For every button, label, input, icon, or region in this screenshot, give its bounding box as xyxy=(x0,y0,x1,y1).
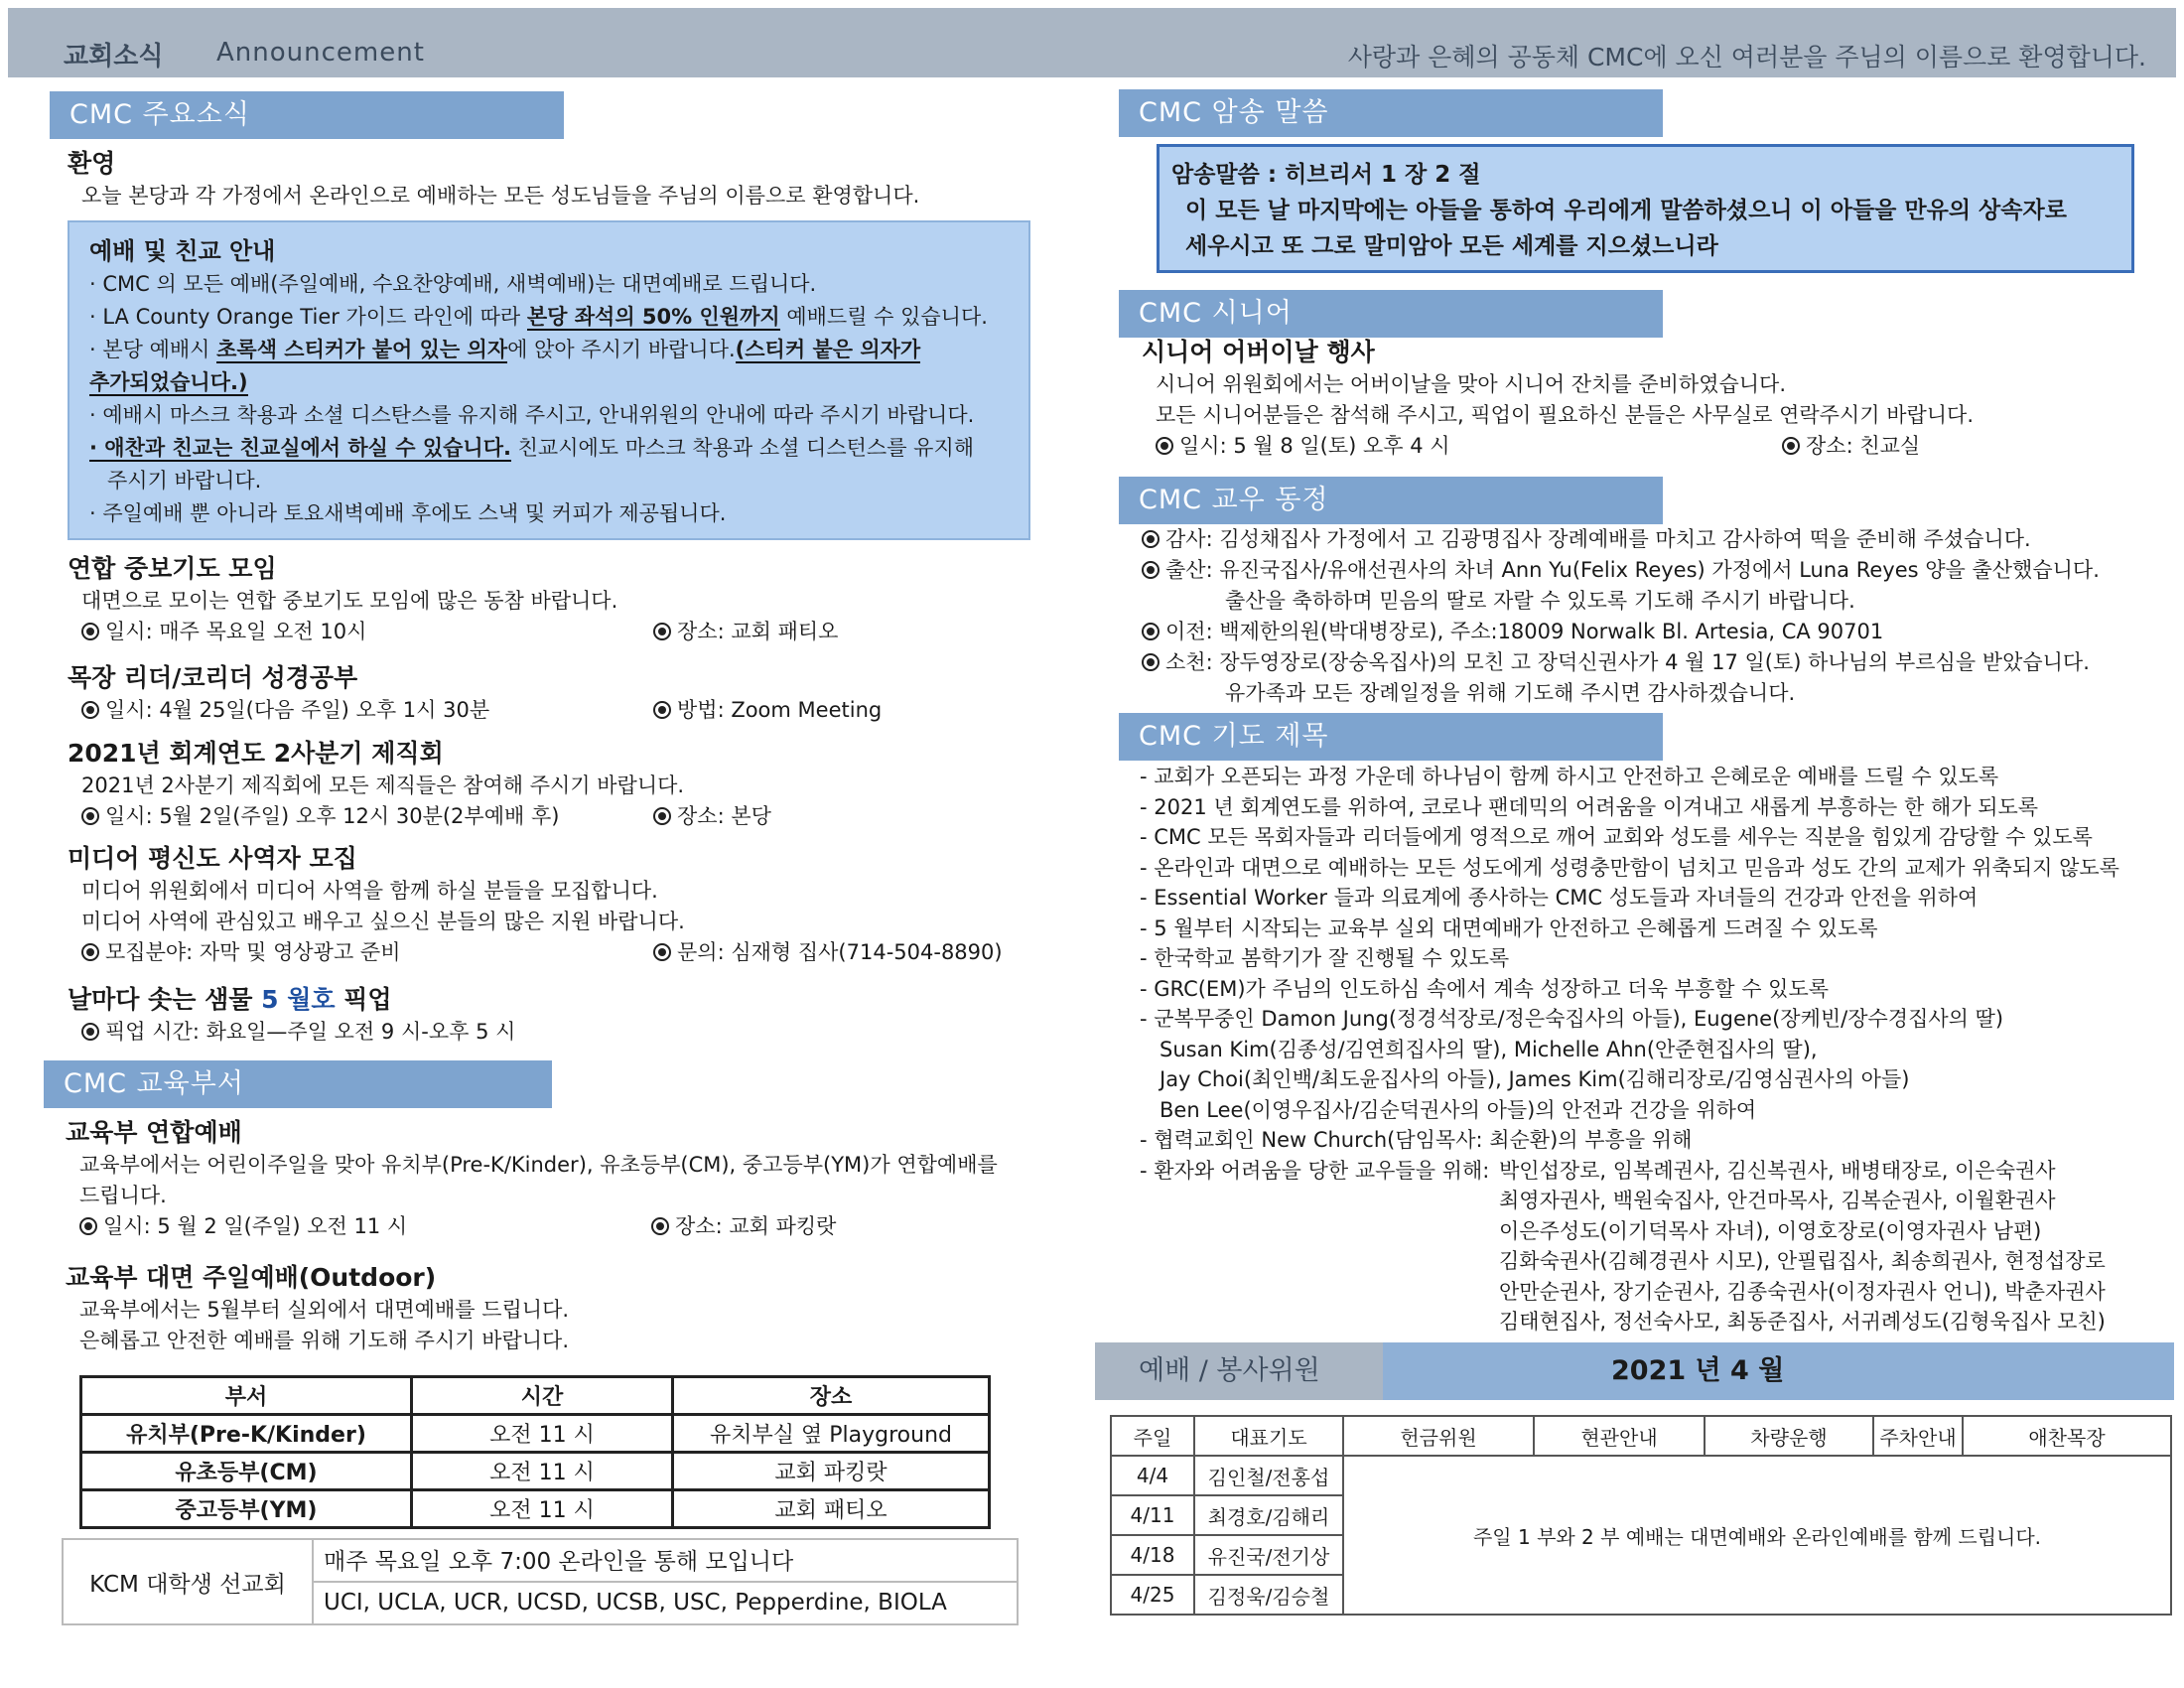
table-header: 시간 xyxy=(412,1377,673,1415)
bullet-icon xyxy=(1142,653,1160,671)
bullet-icon xyxy=(79,1217,97,1235)
table-header: 주일 xyxy=(1111,1416,1194,1456)
bullet-icon xyxy=(1142,623,1160,640)
list-item: Jay Choi(최인백/최도윤집사의 아들), James Kim(김해리장로/김영심권사의 아들) xyxy=(1160,1067,1910,1091)
prayer-meeting-section xyxy=(68,552,1021,647)
bible-study-how: 방법: Zoom Meeting xyxy=(677,698,883,722)
media-section xyxy=(68,842,1021,968)
list-item: 김태현집사, 정선숙사모, 최동준집사, 서귀례성도(김형욱집사 모친) xyxy=(1499,1310,2106,1334)
members-move: 이전: 백제한의원(박대병장로), 주소:18009 Norwalk Bl. Artesia, CA 90701 xyxy=(1142,617,2174,647)
serve-bar xyxy=(1095,1342,2174,1400)
list-item: 이은주성도(이기덕목사 자녀), 이영호장로(이영자권사 남편) xyxy=(1499,1218,2042,1243)
list-item: Susan Kim(김종성/김연희집사의 딸), Michelle Ahn(안준현집사의 딸), xyxy=(1160,1037,1818,1061)
edu-heading: CMC 교육부서 xyxy=(44,1060,552,1108)
senior-section xyxy=(1142,336,2164,462)
table-row xyxy=(1111,1456,2171,1495)
senior-title: 시니어 어버이날 행사 xyxy=(1142,338,1375,366)
bullet-icon xyxy=(653,807,671,825)
members-birth: 출산: 유진국집사/유애선권사의 차녀 Ann Yu(Felix Reyes) 가정에서 Luna Reyes 양을 출산했습니다. xyxy=(1142,555,2174,586)
table-cell: 오전 11 시 xyxy=(412,1490,673,1528)
header-title-ko: 교회소식 xyxy=(64,42,164,71)
table-row xyxy=(81,1490,990,1528)
bullet-icon xyxy=(653,701,671,719)
joint-text-2: 드립니다. xyxy=(79,1184,167,1207)
list-item: - 온라인과 대면으로 예배하는 모든 성도에게 성령충만함이 넘치고 믿음과 성도 간의 교제가 위축되지 않도록 xyxy=(1140,855,2119,880)
table-cell: 유치부실 옆 Playground xyxy=(673,1415,990,1453)
serve-month: 2021 년 4 월 xyxy=(1611,1355,1785,1386)
joint-worship-section xyxy=(66,1116,1038,1242)
members-thanks: 감사: 김성채집사 가정에서 고 김광명집사 장례예배를 마치고 감사하여 떡을 준비해 주셨습니다. xyxy=(1142,524,2174,555)
worship-line-3b: 추가되었습니다.) xyxy=(89,370,248,394)
table-cell: 교회 파킹랏 xyxy=(673,1453,990,1490)
joint-where: 장소: 교회 파킹랏 xyxy=(675,1214,837,1238)
news-heading: CMC 주요소식 xyxy=(50,91,564,139)
list-item: - 2021 년 회계연도를 위하여, 코로나 팬데믹의 어려움을 이겨내고 새롭게 부흥하는 한 해가 되도록 xyxy=(1140,794,2039,819)
table-row xyxy=(81,1453,990,1490)
header-title-en: Announcement xyxy=(216,38,425,68)
vestry-section xyxy=(68,737,1021,832)
senior-when: 일시: 5 월 8 일(토) 오후 4 시 xyxy=(1179,434,1450,458)
serve-table xyxy=(1110,1415,2172,1616)
list-item: - 교회가 오픈되는 과정 가운데 하나님이 함께 하시고 안전하고 은혜로운 예배를 드릴 수 있도록 xyxy=(1140,765,1999,788)
table-cell: 교회 패티오 xyxy=(673,1490,990,1528)
list-item: Ben Lee(이영우집사/김순덕권사의 아들)의 안전과 건강을 위하여 xyxy=(1160,1097,1757,1122)
verse-heading: CMC 암송 말씀 xyxy=(1119,89,1663,137)
table-header: 차량운행 xyxy=(1705,1416,1873,1456)
kcm-box xyxy=(62,1538,1019,1625)
bible-study-when: 일시: 4월 25일(다음 주일) 오후 1시 30분 xyxy=(105,698,490,722)
table-cell: 유치부(Pre-K/Kinder) xyxy=(81,1415,412,1453)
table-cell: 최경호/김해리 xyxy=(1194,1495,1343,1535)
prayer-meeting-title: 연합 중보기도 모임 xyxy=(68,554,277,583)
verse-ref: 암송말씀 : 히브리서 1 장 2 절 xyxy=(1171,162,1481,188)
bullet-icon xyxy=(1142,530,1160,548)
media-text-2: 미디어 사역에 관심있고 배우고 싶으신 분들의 많은 지원 바랍니다. xyxy=(81,910,685,933)
bullet-icon xyxy=(81,701,99,719)
list-item: 최영자권사, 백원숙집사, 안건마목사, 김복순권사, 이월환권사 xyxy=(1499,1189,2056,1212)
list-item: - 협력교회인 New Church(담임목사: 최순환)의 부흥을 위해 xyxy=(1140,1128,1693,1152)
bullet-icon xyxy=(81,1023,99,1041)
bullet-icon xyxy=(1156,437,1173,455)
serve-label: 예배 / 봉사위원 xyxy=(1095,1342,1383,1400)
prayer-meeting-where: 장소: 교회 패티오 xyxy=(677,620,839,643)
verse-line-2: 세우시고 또 그로 말미암아 모든 세계를 지으셨느니라 xyxy=(1185,233,1718,259)
table-header-row xyxy=(81,1377,990,1415)
senior-text-2: 모든 시니어분들은 참석해 주시고, 픽업이 필요하신 분들은 사무실로 연락주시기 바랍니다. xyxy=(1156,403,1975,427)
worship-box xyxy=(68,220,1030,540)
members-death: 소천: 장두영장로(장숭옥집사)의 모친 고 장덕신권사가 4 월 17 일(토) 하나님의 부르심을 받았습니다. xyxy=(1142,647,2174,678)
vestry-where: 장소: 본당 xyxy=(677,804,771,828)
table-cell: 김인철/전홍섭 xyxy=(1194,1456,1343,1495)
worship-box-title: 예배 및 친교 안내 xyxy=(89,237,276,265)
worship-line-6: · 주일예배 뿐 아니라 토요새벽예배 후에도 스낵 및 커피가 제공됩니다. xyxy=(89,501,727,525)
bullet-icon xyxy=(81,623,99,640)
list-item: 안만순권사, 장기순권사, 김종숙권사(이정자권사 언니), 박춘자권사 xyxy=(1499,1279,2106,1304)
table-cell: 4/11 xyxy=(1111,1495,1194,1535)
vestry-text: 2021년 2사분기 제직회에 모든 제직들은 참여해 주시기 바랍니다. xyxy=(81,774,685,797)
kcm-name: KCM 대학생 선교회 xyxy=(64,1540,314,1623)
joint-when: 일시: 5 월 2 일(주일) 오전 11 시 xyxy=(103,1214,408,1238)
prayer-meeting-text: 대면으로 모이는 연합 중보기도 모임에 많은 동참 바랍니다. xyxy=(81,589,618,613)
bullet-icon xyxy=(81,807,99,825)
senior-text-1: 시니어 위원회에서는 어버이날을 맞아 시니어 잔치를 준비하였습니다. xyxy=(1156,372,1787,396)
kcm-time: 매주 목요일 오후 7:00 온라인을 통해 모입니다 xyxy=(324,1549,794,1575)
table-cell: 오전 11 시 xyxy=(412,1415,673,1453)
welcome-section xyxy=(68,147,1021,211)
members-death-2: 유가족과 모든 장례일정을 위해 기도해 주시면 감사하겠습니다. xyxy=(1225,681,1796,705)
members-heading: CMC 교우 동정 xyxy=(1119,477,1663,524)
table-header: 주차안내 xyxy=(1873,1416,1963,1456)
outdoor-text-2: 은혜롭고 안전한 예배를 위해 기도해 주시기 바랍니다. xyxy=(79,1329,570,1352)
table-cell: 유진국/전기상 xyxy=(1194,1535,1343,1575)
members-birth-2: 출산을 축하하며 믿음의 딸로 자랄 수 있도록 기도해 주시기 바랍니다. xyxy=(1225,589,1855,613)
table-cell: 4/18 xyxy=(1111,1535,1194,1575)
list-item: - Essential Worker 들과 의료계에 종사하는 CMC 성도들과 자녀들의 건강과 안전을 위하여 xyxy=(1140,886,1979,910)
media-field: 모집분야: 자막 및 영상광고 준비 xyxy=(105,940,401,964)
list-item: - GRC(EM)가 주님의 인도하심 속에서 계속 성장하고 더욱 부흥할 수 있도록 xyxy=(1140,976,1830,1001)
verse-box xyxy=(1157,144,2134,273)
table-cell: 유초등부(CM) xyxy=(81,1453,412,1490)
list-item: 박인섭장로, 임복례권사, 김신복권사, 배병태장로, 이은숙권사 xyxy=(1499,1158,2056,1183)
table-header: 대표기도 xyxy=(1194,1416,1343,1456)
worship-line-1: · CMC 의 모든 예배(주일예배, 수요찬양예배, 새벽예배)는 대면예배로 드립니다. xyxy=(89,272,817,296)
table-header: 장소 xyxy=(673,1377,990,1415)
worship-line-3: · 본당 예배시 초록색 스티커가 붙어 있는 의자에 앉아 주시기 바랍니다.(스티커 붙은 의자가 xyxy=(89,338,921,361)
joint-title: 교육부 연합예배 xyxy=(66,1118,242,1147)
welcome-title: 환영 xyxy=(68,149,116,178)
worship-line-2: · LA County Orange Tier 가이드 라인에 따라 본당 좌석의 50% 인원까지 예배드릴 수 있습니다. xyxy=(89,305,988,329)
serve-note: 주일 1 부와 2 부 예배는 대면예배와 온라인예배를 함께 드립니다. xyxy=(1343,1456,2171,1615)
media-title: 미디어 평신도 사역자 모집 xyxy=(68,844,357,873)
vestry-when: 일시: 5월 2일(주일) 오후 12시 30분(2부예배 후) xyxy=(105,804,560,828)
bullet-icon xyxy=(653,623,671,640)
table-row xyxy=(81,1415,990,1453)
members-section xyxy=(1142,524,2174,709)
prayer-list xyxy=(1140,762,2172,1337)
prayer-heading: CMC 기도 제목 xyxy=(1119,713,1663,761)
header-welcome: 사랑과 은혜의 공동체 CMC에 오신 여러분을 주님의 이름으로 환영합니다. xyxy=(1347,43,2146,71)
table-cell: 김정욱/김승철 xyxy=(1194,1575,1343,1615)
welcome-text: 오늘 본당과 각 가정에서 온라인으로 예배하는 모든 성도님들을 주님의 이름으로 환영합니다. xyxy=(81,184,920,208)
bullet-icon xyxy=(81,943,99,961)
prayer-meeting-when: 일시: 매주 목요일 오전 10시 xyxy=(105,620,367,643)
table-header: 헌금위원 xyxy=(1343,1416,1534,1456)
list-item: - CMC 모든 목회자들과 리더들에게 영적으로 깨어 교회와 성도를 세우는 직분을 힘있게 감당할 수 있도록 xyxy=(1140,825,2093,849)
table-cell: 중고등부(YM) xyxy=(81,1490,412,1528)
table-cell: 4/4 xyxy=(1111,1456,1194,1495)
daily-section xyxy=(68,983,1021,1048)
list-item: - 5 월부터 시작되는 교육부 실외 대면예배가 안전하고 은혜롭게 드려질 수 있도록 xyxy=(1140,915,1878,940)
bullet-icon xyxy=(1142,561,1160,579)
table-header-row xyxy=(1111,1416,2171,1456)
list-item: - 한국학교 봄학기가 잘 진행될 수 있도록 xyxy=(1140,946,1510,970)
outdoor-title: 교육부 대면 주일예배(Outdoor) xyxy=(66,1263,437,1292)
outdoor-text-1: 교육부에서는 5월부터 실외에서 대면예배를 드립니다. xyxy=(79,1298,570,1322)
senior-where: 장소: 친교실 xyxy=(1806,434,1921,458)
bullet-icon xyxy=(1782,437,1800,455)
daily-pickup: 픽업 시간: 화요일—주일 오전 9 시-오후 5 시 xyxy=(105,1020,516,1044)
prayer-sick-label: - 환자와 어려움을 당한 교우들을 위해: xyxy=(1140,1158,1490,1183)
worship-line-5: · 애찬과 친교는 친교실에서 하실 수 있습니다. 친교시에도 마스크 착용과 소셜 디스턴스를 유지해 xyxy=(89,436,975,460)
media-text-1: 미디어 위원회에서 미디어 사역을 함께 하실 분들을 모집합니다. xyxy=(81,879,658,903)
worship-line-5b: 주시기 바랍니다. xyxy=(107,469,262,492)
table-header: 현관안내 xyxy=(1534,1416,1705,1456)
edu-schedule-table xyxy=(79,1375,991,1529)
joint-text-1: 교육부에서는 어린이주일을 맞아 유치부(Pre-K/Kinder), 유초등부(CM), 중고등부(YM)가 연합예배를 xyxy=(79,1153,998,1177)
vestry-title: 2021년 회계연도 2사분기 제직회 xyxy=(68,739,444,768)
kcm-schools: UCI, UCLA, UCR, UCSD, UCSB, USC, Pepperdine, BIOLA xyxy=(324,1590,947,1616)
bullet-icon xyxy=(653,943,671,961)
list-item: 김화숙권사(김혜경권사 시모), 안필립집사, 최송희권사, 현정섭장로 xyxy=(1499,1249,2106,1273)
bible-study-section xyxy=(68,661,1021,726)
list-item: - 군복무중인 Damon Jung(정경석장로/정은숙집사의 아들), Eugene(장케빈/장수경집사의 딸) xyxy=(1140,1007,2004,1031)
outdoor-section xyxy=(66,1261,1019,1356)
bullet-icon xyxy=(651,1217,669,1235)
daily-title: 날마다 솟는 샘물 5 월호 픽업 xyxy=(68,985,392,1014)
table-cell: 오전 11 시 xyxy=(412,1453,673,1490)
media-contact: 문의: 심재형 집사(714-504-8890) xyxy=(677,940,1003,964)
verse-line-1: 이 모든 날 마지막에는 아들을 통하여 우리에게 말씀하셨으니 이 아들을 만유의 상속자로 xyxy=(1185,198,2067,223)
header-bar xyxy=(8,8,2176,77)
table-header: 애찬목장 xyxy=(1963,1416,2171,1456)
worship-line-4: · 예배시 마스크 착용과 소셜 디스탄스를 유지해 주시고, 안내위원의 안내에 따라 주시기 바랍니다. xyxy=(89,403,975,427)
table-cell: 4/25 xyxy=(1111,1575,1194,1615)
senior-heading: CMC 시니어 xyxy=(1119,290,1663,338)
table-header: 부서 xyxy=(81,1377,412,1415)
bible-study-title: 목장 리더/코리더 성경공부 xyxy=(68,663,358,692)
